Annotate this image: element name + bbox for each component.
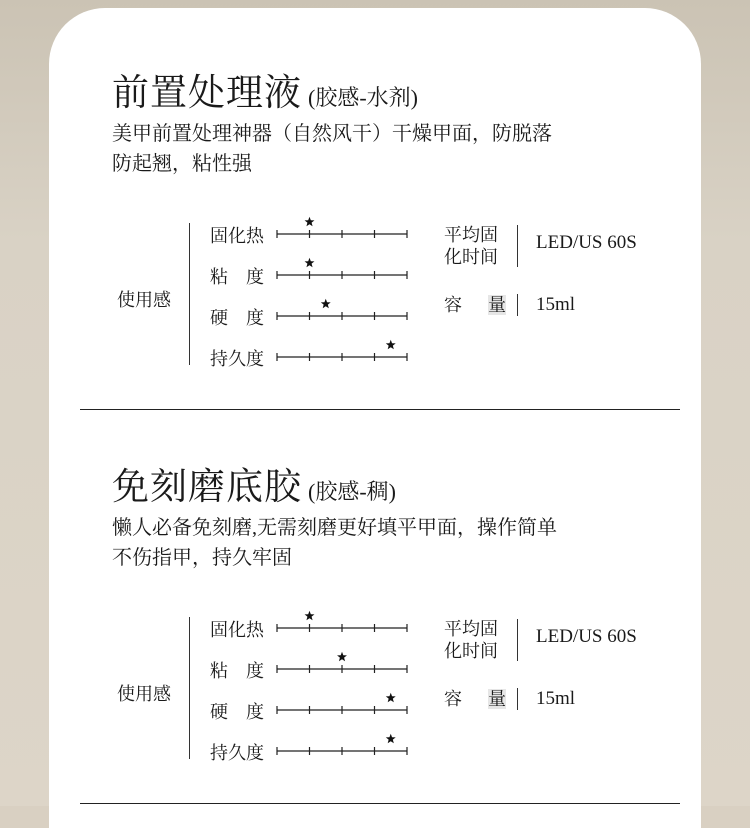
rating-label: 固化热 bbox=[210, 226, 264, 246]
product-title-row bbox=[112, 456, 396, 510]
volume-value: 15ml bbox=[536, 688, 576, 709]
info-divider bbox=[517, 688, 518, 710]
product-title: 免刻磨底胶 bbox=[112, 467, 302, 508]
usage-label: 使用感 bbox=[117, 290, 171, 310]
product-description bbox=[112, 513, 672, 573]
rating-label: 硬 度 bbox=[210, 308, 264, 328]
rating-label: 持久度 bbox=[210, 743, 264, 763]
rating-scale bbox=[276, 745, 406, 757]
rating-scale bbox=[276, 228, 406, 240]
rating-divider bbox=[189, 617, 190, 759]
product-title-row bbox=[112, 62, 418, 116]
rating-scale-svg bbox=[276, 269, 408, 281]
cure-time-label: 平均固 化时间 bbox=[444, 225, 498, 267]
info-divider bbox=[517, 225, 518, 267]
rating-scale-svg bbox=[276, 228, 408, 240]
info-divider bbox=[517, 294, 518, 316]
rating-scale bbox=[276, 663, 406, 675]
cure-time-value: LED/US 60S bbox=[536, 626, 637, 647]
rating-scale bbox=[276, 269, 406, 281]
product-title: 前置处理液 bbox=[112, 73, 302, 114]
rating-scale-svg bbox=[276, 351, 408, 363]
rating-scale bbox=[276, 622, 406, 634]
section-divider bbox=[80, 803, 680, 804]
rating-scale-svg bbox=[276, 745, 408, 757]
section-divider bbox=[80, 409, 680, 410]
description-line: 美甲前置处理神器（自然风干）干燥甲面，防脱落 bbox=[112, 123, 552, 145]
rating-scale bbox=[276, 310, 406, 322]
rating-scale-svg bbox=[276, 622, 408, 634]
rating-label: 粘 度 bbox=[210, 267, 264, 287]
rating-scale-svg bbox=[276, 663, 408, 675]
rating-scale-svg bbox=[276, 704, 408, 716]
rating-scale bbox=[276, 704, 406, 716]
rating-divider bbox=[189, 223, 190, 365]
usage-label: 使用感 bbox=[117, 684, 171, 704]
rating-label: 粘 度 bbox=[210, 661, 264, 681]
description-line: 防起翘，粘性强 bbox=[112, 153, 252, 175]
product-subtitle: (胶感-水剂) bbox=[308, 85, 418, 110]
rating-scale bbox=[276, 351, 406, 363]
volume-label: 容 量 bbox=[444, 295, 506, 315]
rating-scale-svg bbox=[276, 310, 408, 322]
product-description bbox=[112, 119, 672, 179]
rating-label: 持久度 bbox=[210, 349, 264, 369]
cure-time-label: 平均固 化时间 bbox=[444, 619, 498, 661]
info-divider bbox=[517, 619, 518, 661]
rating-label: 硬 度 bbox=[210, 702, 264, 722]
cure-time-value: LED/US 60S bbox=[536, 232, 637, 253]
description-line: 懒人必备免刻磨,无需刻磨更好填平甲面，操作简单 bbox=[112, 517, 557, 539]
product-subtitle: (胶感-稠) bbox=[308, 479, 396, 504]
description-line: 不伤指甲，持久牢固 bbox=[112, 547, 292, 569]
volume-label: 容 量 bbox=[444, 689, 506, 709]
rating-label: 固化热 bbox=[210, 620, 264, 640]
volume-value: 15ml bbox=[536, 294, 576, 315]
